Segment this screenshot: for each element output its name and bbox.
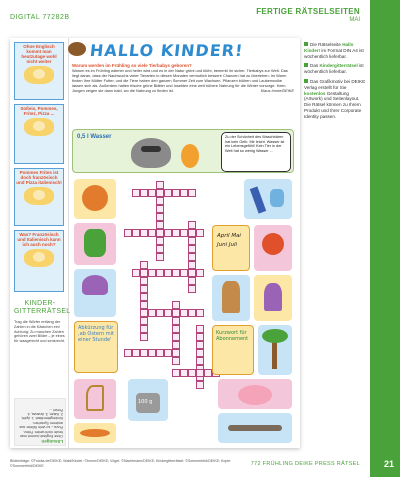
grid-cell [156, 349, 164, 357]
grid-cell [188, 237, 196, 245]
info-lead: Das [310, 63, 319, 69]
sidebar-instructions: Trag die Wörter entlang der Zahlen in die Kästchen ein! Achtung: Zu manchen Zahlen gehören zwei Bilder – je eines für waagerecht und senkrecht. [14, 320, 66, 344]
grid-cell [140, 269, 148, 277]
clue-abbreviation [74, 321, 118, 373]
grid-cell [156, 205, 164, 213]
grid-cell [148, 269, 156, 277]
intro-body: Warum es im Frühling wärmer und heller wird und es in der Natur grünt und blüht, bemerkt ihr sicher. Tierbabys zur Welt. Das liegt daran, dass der Nachwuchs vieler Tierarten in diesen Monaten vermutlich bessere Chancen hat zu überleben: Im Warm finden Ihre Mütter Futter, und die Tiere haben den ganzen Sommer Zeit zum Wachsen. Pflanzen blühen und Laubenwolke lassen sich als. Außerdem halten frische grüne Blätter und Insekten eine weit höhere Nahrung für die Winter vorsorge. Ihren Jungen zeigen sie dann bald, wo die Nahrung zu finden ist. [72, 68, 288, 93]
harp-icon [86, 385, 104, 411]
clue-picture-carrot [74, 423, 116, 443]
grid-cell [172, 369, 180, 377]
footer-credits: Bildbeiträge: ©Fotolia.de/DEIKE; Wald/Kinder: ©Imme/DEIKE; Vögel: ©Nachtmann/DEIKE; Kindergitterrätsel: ©Sommerfeld/DEIKE; Kopie: ©Sommerfeld/DEIKE [10, 459, 232, 468]
clue-picture-weight [128, 379, 168, 421]
grid-cell [132, 189, 140, 197]
grid-cell [172, 357, 180, 365]
clue-picture-fan [254, 225, 292, 271]
bullet-square-icon [304, 79, 308, 83]
bullet-square-icon [304, 42, 308, 46]
solution-box [14, 398, 66, 446]
months-clue-text: April Mai Juni Juli [217, 233, 241, 248]
grid-cell [196, 349, 204, 357]
clue-picture-palm [258, 325, 292, 375]
intro-credit: Klaus Imme/DEIKE [260, 88, 294, 93]
grid-cell [196, 341, 204, 349]
grid-cell [156, 213, 164, 221]
abbreviation-clue-text: Abkürzung für ‚ab Ostern mit einer Stunde' [78, 325, 114, 343]
grid-cell [196, 357, 204, 365]
grid-cell [164, 189, 172, 197]
sidebar-title: KINDER-GITTERRÄTSEL [14, 300, 71, 315]
grid-cell [188, 189, 196, 197]
grid-cell [140, 333, 148, 341]
puzzle-page-preview [10, 38, 300, 448]
grid-cell [156, 253, 164, 261]
crayon-icon [250, 186, 266, 213]
grid-cell [188, 277, 196, 285]
lamp-icon [264, 283, 282, 311]
solution-text: Ohne Englisch kommt man heute nicht weiter. Fritez, Pizza – so viele Wörter aus anderen Sprachen. Kindergitterrätsel: 1. Apfel, 2. Katze, 3. Ananas, 4. Pinsel ... [19, 407, 63, 438]
intro-text [72, 63, 294, 93]
grid-cell [140, 301, 148, 309]
palm-trunk-icon [272, 339, 277, 369]
raccoon-mask-icon [141, 146, 161, 152]
forest-scene [72, 129, 294, 173]
orange-fruit-icon [82, 185, 108, 211]
worm-icon [228, 425, 282, 431]
water-label: 0,5 l Wasser [77, 134, 112, 140]
cartoon-kid-icon [24, 66, 54, 84]
clue-months [212, 225, 250, 271]
cartoon-kid-icon [24, 249, 54, 267]
bullet-square-icon [304, 63, 308, 67]
bottle-icon [270, 189, 284, 207]
grid-cell [180, 189, 188, 197]
grid-cell [164, 309, 172, 317]
clue-picture-lamp [254, 275, 292, 321]
grid-cell [156, 245, 164, 253]
clue-picture-worm [218, 413, 292, 443]
clue-picture-pig [218, 379, 292, 409]
grid-cell [140, 285, 148, 293]
grid-cell [204, 369, 212, 377]
grid-cell [172, 229, 180, 237]
weight-label: 100 g [138, 399, 153, 405]
cartoon-bee-icon [181, 144, 199, 168]
clue-picture-2 [74, 223, 116, 265]
grid-cell [156, 197, 164, 205]
grid-cell [164, 269, 172, 277]
grid-cell [140, 229, 148, 237]
grid-cell [148, 309, 156, 317]
grid-cell [140, 277, 148, 285]
fan-icon [262, 233, 284, 255]
grid-cell [156, 181, 164, 189]
grid-cell [172, 269, 180, 277]
grid-cell [156, 229, 164, 237]
grid-cell [132, 229, 140, 237]
info-lead: Das Grafikmotiv bei DEIKE Verlag erstellt für Sie [304, 78, 366, 90]
grid-cell [172, 189, 180, 197]
cartoon-kid-icon [24, 118, 54, 136]
clue-picture-octopus [74, 269, 116, 317]
promo-text: Pommes Frites ist doch französisch und Pizza italienisch! [16, 170, 62, 185]
grid-cell [196, 381, 204, 389]
grid-cell [156, 269, 164, 277]
grid-cell [148, 229, 156, 237]
grid-cell [164, 229, 172, 237]
info-lead: Die Rätselseite [310, 42, 341, 47]
grid-cell [188, 269, 196, 277]
section-title: FERTIGE RÄTSELSEITEN [256, 7, 360, 16]
promo-box-1 [14, 42, 64, 100]
grid-cell [172, 325, 180, 333]
grid-cell [188, 229, 196, 237]
grid-cell [132, 269, 140, 277]
grid-cell [156, 309, 164, 317]
grid-cell [164, 349, 172, 357]
page-number: 21 [383, 459, 394, 469]
promo-text: Ohne Englisch kommt man heutzutage wohl nicht weiter [21, 44, 57, 64]
grid-cell [196, 333, 204, 341]
llama-icon [222, 281, 240, 313]
grid-cell [132, 349, 140, 357]
intro-lead: Warum werden im Frühling so viele Tierbabys geboren? [72, 63, 192, 68]
promo-box-4 [14, 230, 64, 292]
grid-cell [188, 369, 196, 377]
clue-picture-1 [74, 179, 116, 219]
grid-cell [188, 285, 196, 293]
solution-title: Lösungen [41, 439, 63, 444]
grid-cell [180, 369, 188, 377]
grid-cell [140, 325, 148, 333]
palm-leaves-icon [262, 329, 288, 343]
grid-cell [196, 369, 204, 377]
grid-cell [140, 317, 148, 325]
pig-icon [238, 385, 272, 405]
grid-cell [140, 293, 148, 301]
grid-cell [172, 309, 180, 317]
grid-cell [172, 349, 180, 357]
grid-cell [140, 309, 148, 317]
raccoon-icon [131, 138, 171, 168]
grid-cell [188, 253, 196, 261]
grid-cell [180, 229, 188, 237]
grid-cell [196, 309, 204, 317]
speech-bubble: Zu der Schönheit des Waschbären hat kein Gelb. Mir leicht. Wasser ist ein Lebensgefühl! Kein Tier in der Welt hat so wenig Wasser ... [221, 132, 291, 172]
info-item-2 [304, 63, 366, 75]
grid-cell [156, 189, 164, 197]
sidebar [10, 38, 69, 448]
clue-kurzwort [212, 325, 254, 375]
grid-cell [156, 221, 164, 229]
clue-picture-llama [212, 275, 250, 321]
info-highlight: Kindergitterrätsel [319, 63, 358, 69]
green-side-bar [370, 0, 400, 477]
grid-cell [172, 301, 180, 309]
grid-cell [148, 349, 156, 357]
kurzwort-clue-text: Kurzwort für Abonnement [216, 330, 249, 342]
promo-box-2 [14, 104, 64, 164]
clue-picture-crayon [244, 179, 292, 219]
grid-cell [156, 237, 164, 245]
kiwi-bird-icon [68, 42, 86, 56]
info-item-3 [304, 79, 366, 120]
cartoon-kid-icon [24, 187, 54, 205]
grid-cell [140, 261, 148, 269]
crossword-puzzle [72, 129, 294, 445]
issue-code: DIGITAL 77282B [10, 14, 70, 21]
grid-cell [180, 309, 188, 317]
promo-text: Was? Französisch und Italienisch kann ich auch noch? [17, 232, 61, 247]
grid-cell [124, 349, 132, 357]
grid-cell [148, 189, 156, 197]
page-title: HALLO KINDER! [89, 41, 245, 60]
grid-cell [196, 229, 204, 237]
grid-cell [172, 333, 180, 341]
grid-cell [172, 341, 180, 349]
cactus-icon [84, 229, 106, 257]
main-content [72, 41, 296, 405]
grid-cell [140, 349, 148, 357]
grid-cell [188, 245, 196, 253]
grid-cell [196, 325, 204, 333]
grid-cell [124, 229, 132, 237]
info-rest: ist wöchentlich lieferbar. [304, 63, 364, 75]
info-rest: im Format DIN A4 ist wöchentlich lieferbar. [304, 47, 364, 59]
info-highlight: kostenlos [304, 90, 326, 96]
grid-cell [172, 317, 180, 325]
grid-cell [188, 261, 196, 269]
promo-box-3 [14, 168, 64, 226]
footer-right-label: 772 FRÜHLING DEIKE PRESS RÄTSEL [250, 461, 360, 467]
grid-cell [188, 309, 196, 317]
right-info-column [304, 42, 366, 124]
grid-cell [180, 269, 188, 277]
grid-cell [196, 269, 204, 277]
grid-cell [140, 189, 148, 197]
carrot-icon [80, 429, 110, 437]
section-month: MAI [349, 17, 360, 23]
clue-picture-harp [74, 379, 116, 419]
info-rest: Gestaltung (Artwork) und Seitenlayout. Die Rätsel können zu Ihrem Produkt und Ihrer Corporate Identity passen. [304, 90, 362, 119]
grid-cell [188, 221, 196, 229]
octopus-icon [82, 275, 108, 295]
info-item-1 [304, 42, 366, 59]
promo-text: Soßeis, Pommes, Fritez, Pizza ... [20, 106, 58, 116]
info-highlight: Hallo Kinder! [304, 42, 354, 53]
